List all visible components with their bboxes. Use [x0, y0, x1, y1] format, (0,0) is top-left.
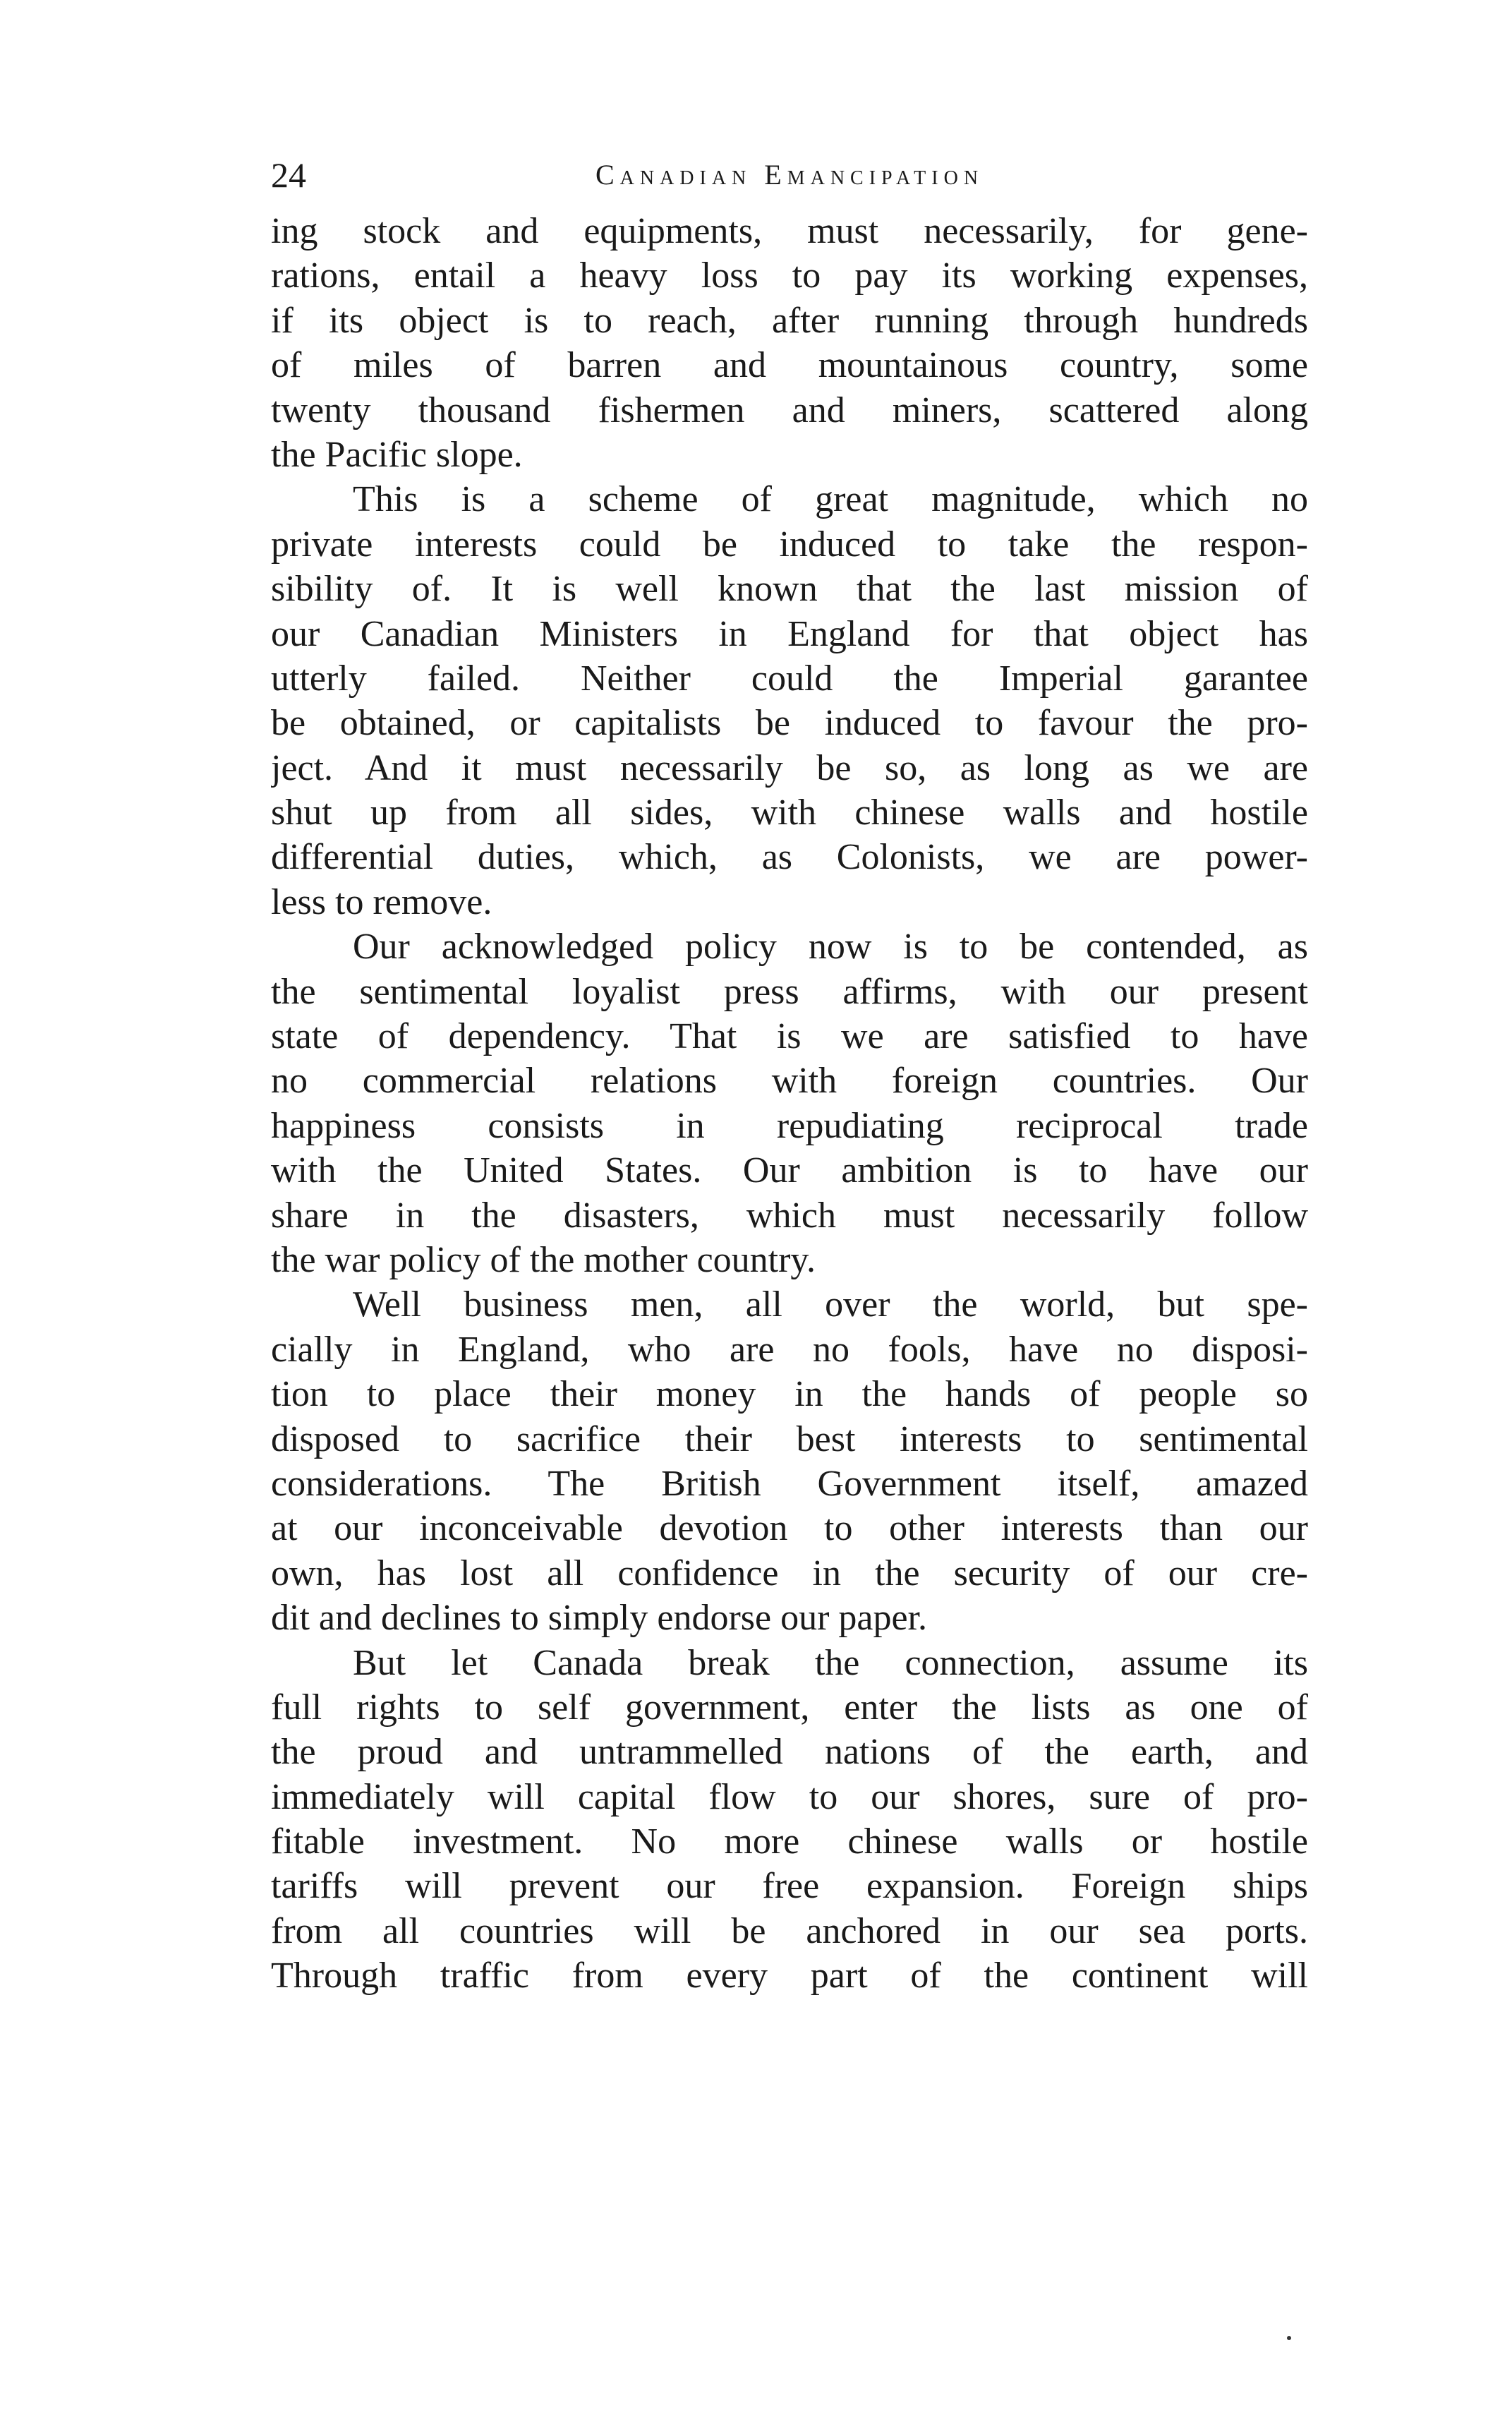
running-head [271, 147, 1308, 203]
text-line: less to remove. [271, 881, 492, 922]
text-line: share in the disasters, which must necessarily follow [271, 1195, 1308, 1236]
text-line: no commercial relations with foreign countries. Our [271, 1061, 1308, 1102]
text-line: our Canadian Ministers in England for that object has [271, 613, 1308, 654]
text-line: the sentimental loyalist press affirms, with our present [271, 971, 1308, 1012]
text-line: sibility of. It is well known that the last mission of [271, 569, 1308, 610]
text-line: Through traffic from every part of the continent will [271, 1956, 1308, 1996]
text-line: twenty thousand fishermen and miners, scattered along [271, 390, 1308, 430]
text-line: the war policy of the mother country. [271, 1239, 816, 1280]
text-line: if its object is to reach, after running through hundreds [271, 300, 1308, 341]
text-line: be obtained, or capitalists be induced to favour the pro- [271, 703, 1308, 744]
text-line: the Pacific slope. [271, 434, 523, 475]
text-line: from all countries will be anchored in our sea ports. [271, 1910, 1308, 1951]
running-title: Canadian Emancipation [595, 159, 984, 191]
text-line: differential duties, which, as Colonists, we are power- [271, 837, 1308, 878]
text-line: full rights to self government, enter the lists as one of [271, 1687, 1308, 1728]
text-line: tariffs will prevent our free expansion. Foreign ships [271, 1866, 1308, 1907]
text-line: shut up from all sides, with chinese walls and hostile [271, 793, 1308, 833]
text-line: state of dependency. That is we are satisfied to have [271, 1016, 1308, 1057]
paragraph-start-line: Our acknowledged policy now is to be contended, as [353, 927, 1308, 968]
paragraph-start-line: Well business men, all over the world, but spe- [353, 1284, 1308, 1325]
text-line: cially in England, who are no fools, have no disposi- [271, 1329, 1308, 1370]
text-line: own, has lost all confidence in the security of our cre- [271, 1553, 1308, 1593]
text-line: immediately will capital flow to our shores, sure of pro- [271, 1776, 1308, 1817]
text-line: at our inconceivable devotion to other interests than our [271, 1508, 1308, 1549]
page-number: 24 [271, 155, 306, 195]
text-line: the proud and untrammelled nations of the earth, and [271, 1732, 1308, 1773]
text-line: happiness consists in repudiating reciprocal trade [271, 1105, 1308, 1146]
text-line: dit and declines to simply endorse our paper. [271, 1598, 928, 1639]
paragraph-start-line: This is a scheme of great magnitude, which no [353, 479, 1308, 520]
text-line: ject. And it must necessarily be so, as long as we are [271, 747, 1308, 788]
text-line: of miles of barren and mountainous country, some [271, 345, 1308, 386]
text-line: private interests could be induced to take the respon- [271, 524, 1308, 565]
text-line: tion to place their money in the hands of people so [271, 1374, 1308, 1415]
text-line: ing stock and equipments, must necessarily, for gene- [271, 211, 1308, 251]
text-line: utterly failed. Neither could the Imperial garantee [271, 658, 1308, 699]
text-line: with the United States. Our ambition is to have our [271, 1150, 1308, 1191]
text-line: considerations. The British Government itself, amazed [271, 1463, 1308, 1504]
print-mark [1287, 2336, 1291, 2340]
paragraph-start-line: But let Canada break the connection, assume its [353, 1642, 1308, 1683]
body-text [271, 209, 1308, 1999]
text-line: disposed to sacrifice their best interests to sentimental [271, 1418, 1308, 1459]
text-line: rations, entail a heavy loss to pay its working expenses, [271, 255, 1308, 296]
text-line: fitable investment. No more chinese walls or hostile [271, 1821, 1308, 1862]
